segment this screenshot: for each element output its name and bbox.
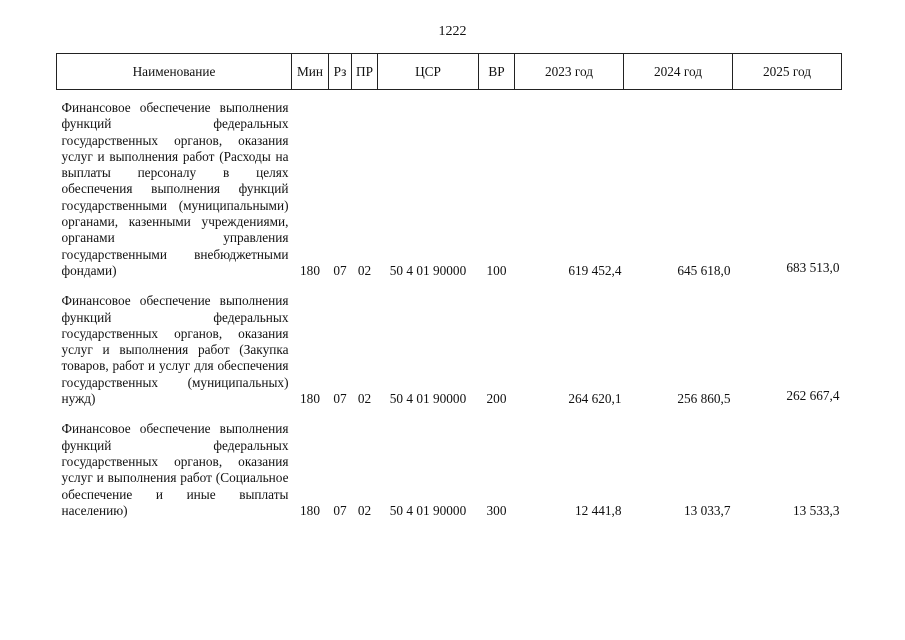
budget-table [56, 53, 842, 521]
row-amount-2025: 13 533,3 [792, 502, 840, 518]
row-csr: 50 4 01 90000 [389, 262, 467, 278]
row-pr: 02 [357, 502, 372, 518]
row-amount-2025-value: 262 667,4 [786, 388, 840, 404]
row-rz: 07 [333, 391, 347, 407]
table-row [57, 293, 842, 409]
row-amount-2025-value: 683 513,0 [786, 259, 840, 275]
page-number: 1222 [438, 24, 467, 39]
row-amount-2023: 619 452,4 [568, 262, 622, 278]
row-min: 180 [300, 391, 320, 407]
header-year-2025: 2025 год [733, 54, 842, 90]
row-name: Финансовое обеспечение выполнения функций федеральных государственных органов, оказания услуг и выполнения работ (Закупка товаров, работ и услуг для обеспечения государственных (муниципальных) нужд) [61, 293, 289, 407]
header-min: Мин [292, 54, 329, 90]
row-amount-2024: 13 033,7 [683, 502, 731, 518]
row-amount-2023: 264 620,1 [568, 391, 622, 407]
row-vr: 100 [486, 262, 507, 278]
row-vr: 200 [486, 391, 507, 407]
row-pr: 02 [357, 391, 372, 407]
row-name: Финансовое обеспечение выполнения функций федеральных государственных органов, оказания услуг и выполнения работ (Социальное обеспечение и иные выплаты населению) [61, 421, 289, 518]
row-rz: 07 [333, 262, 347, 278]
row-min: 180 [300, 262, 320, 278]
row-rz: 07 [333, 502, 347, 518]
row-csr: 50 4 01 90000 [389, 502, 467, 518]
row-amount-2024: 256 860,5 [677, 391, 731, 407]
row-pr: 02 [357, 262, 372, 278]
table-header-row [57, 54, 842, 90]
header-csr: ЦСР [378, 54, 479, 90]
header-name: Наименование [57, 54, 292, 90]
row-name: Финансовое обеспечение выполнения функций федеральных государственных органов, оказания услуг и выполнения работ (Расходы на выплаты персоналу в целях обеспечения выполнения функций государственными (муниципальными) органами, казенными учреждениями, органами управления государственными внебюджетными фондами) [61, 100, 289, 278]
header-pr: ПР [352, 54, 378, 90]
row-amount-2025 [733, 293, 842, 409]
row-vr: 300 [486, 502, 507, 518]
row-amount-2024: 645 618,0 [677, 262, 731, 278]
row-amount-2025 [733, 100, 842, 281]
header-vr: ВР [479, 54, 515, 90]
table-row [57, 421, 842, 521]
header-year-2024: 2024 год [624, 54, 733, 90]
row-amount-2023: 12 441,8 [574, 502, 622, 518]
header-rz: Рз [329, 54, 352, 90]
table-row [57, 100, 842, 281]
row-min: 180 [300, 502, 320, 518]
header-year-2023: 2023 год [515, 54, 624, 90]
row-csr: 50 4 01 90000 [389, 391, 467, 407]
